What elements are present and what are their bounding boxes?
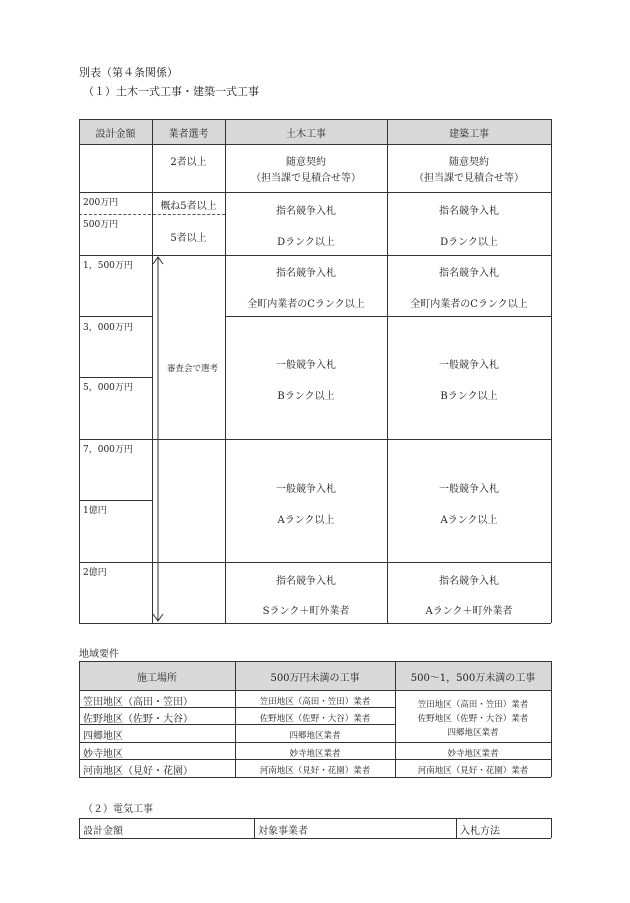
u500-kaseda: 笠田地区（高田・笠田）業者 bbox=[259, 697, 371, 707]
header-building: 建築工事 bbox=[449, 129, 489, 140]
amount-1500: 1，500万円 bbox=[83, 261, 133, 271]
elec-header-amount: 設計金額 bbox=[83, 826, 123, 837]
building-r4b: Bランク以上 bbox=[440, 391, 498, 402]
civil-r1b: （担当課で見積合せ等） bbox=[251, 173, 361, 184]
selection-review: 審査会で選考 bbox=[166, 364, 218, 374]
building-r3a: 指名競争入札 bbox=[439, 268, 499, 279]
selection-approx5: 概ね5者以上 bbox=[160, 201, 217, 212]
civil-r2b: Dランク以上 bbox=[277, 237, 335, 248]
regional-header-under1500: 500～1，500万未満の工事 bbox=[410, 673, 536, 684]
building-r4a: 一般競争入札 bbox=[439, 360, 499, 371]
u1500-myoji: 妙寺地区業者 bbox=[447, 749, 499, 759]
selection-5plus: 5者以上 bbox=[170, 233, 207, 244]
building-r1a: 随意契約 bbox=[449, 157, 489, 168]
regional-heading: 地域要件 bbox=[79, 649, 119, 660]
place-kanan: 河南地区（見好・花園） bbox=[83, 766, 193, 777]
building-r5a: 一般競争入札 bbox=[439, 484, 499, 495]
civil-r4a: 一般競争入札 bbox=[276, 360, 336, 371]
u1500-kanan: 河南地区（見好・花園）業者 bbox=[417, 766, 529, 776]
u500-kanan: 河南地区（見好・花園）業者 bbox=[259, 766, 371, 776]
amount-200m: 2億円 bbox=[83, 568, 107, 578]
amount-200: 200万円 bbox=[83, 198, 119, 208]
header-civil: 土木工事 bbox=[286, 129, 326, 140]
u1500-kaseda: 笠田地区（高田・笠田）業者 bbox=[417, 700, 529, 710]
u500-sano: 佐野地区（佐野・大谷）業者 bbox=[259, 714, 371, 724]
building-r5b: Aランク以上 bbox=[440, 515, 498, 526]
civil-r3b: 全町内業者のCランク以上 bbox=[247, 299, 365, 310]
building-r6a: 指名競争入札 bbox=[439, 576, 499, 587]
regional-header-under500: 500万円未満の工事 bbox=[270, 673, 360, 684]
selection-2plus: 2者以上 bbox=[170, 157, 207, 168]
civil-r2a: 指名競争入札 bbox=[276, 206, 336, 217]
building-r6b: Aランク＋町外業者 bbox=[425, 606, 513, 617]
place-myoji: 妙寺地区 bbox=[83, 749, 123, 760]
building-r2b: Dランク以上 bbox=[440, 237, 498, 248]
elec-header-target: 対象事業者 bbox=[258, 826, 308, 837]
amount-500: 500万円 bbox=[83, 220, 119, 230]
section1-heading: （１）土木一式工事・建築一式工事 bbox=[83, 85, 259, 98]
civil-r5b: Aランク以上 bbox=[277, 515, 335, 526]
place-sano: 佐野地区（佐野・大谷） bbox=[83, 714, 193, 725]
elec-header-method: 入札方法 bbox=[460, 826, 500, 837]
section2-heading: （２）電気工事 bbox=[83, 804, 153, 815]
civil-r3a: 指名競争入札 bbox=[276, 268, 336, 279]
civil-r4b: Bランク以上 bbox=[277, 391, 335, 402]
header-selection: 業者選考 bbox=[168, 129, 209, 140]
amount-3000: 3，000万円 bbox=[83, 323, 133, 333]
u500-myoji: 妙寺地区業者 bbox=[289, 749, 341, 759]
building-r1b: （担当課で見積合せ等） bbox=[414, 173, 524, 184]
amount-100m: 1億円 bbox=[83, 506, 107, 516]
u500-shigo: 四郷地区業者 bbox=[289, 731, 341, 741]
u1500-sano: 佐野地区（佐野・大谷）業者 bbox=[417, 714, 529, 724]
u1500-shigo: 四郷地区業者 bbox=[447, 728, 499, 738]
amount-5000: 5，000万円 bbox=[83, 383, 133, 393]
civil-r6a: 指名競争入札 bbox=[276, 576, 336, 587]
range-arrow bbox=[150, 254, 166, 626]
regional-header-place: 施工場所 bbox=[137, 673, 177, 684]
header-amount: 設計金額 bbox=[95, 129, 136, 140]
building-r3b: 全町内業者のCランク以上 bbox=[410, 299, 528, 310]
civil-r6b: Sランク＋町外業者 bbox=[262, 606, 350, 617]
place-shigo: 四郷地区 bbox=[83, 731, 123, 742]
civil-r5a: 一般競争入札 bbox=[276, 484, 336, 495]
building-r2a: 指名競争入札 bbox=[439, 206, 499, 217]
civil-r1a: 随意契約 bbox=[286, 157, 326, 168]
page-title: 別表（第４条関係） bbox=[79, 66, 178, 79]
amount-7000: 7，000万円 bbox=[83, 445, 133, 455]
place-kaseda: 笠田地区（高田・笠田） bbox=[83, 697, 193, 708]
